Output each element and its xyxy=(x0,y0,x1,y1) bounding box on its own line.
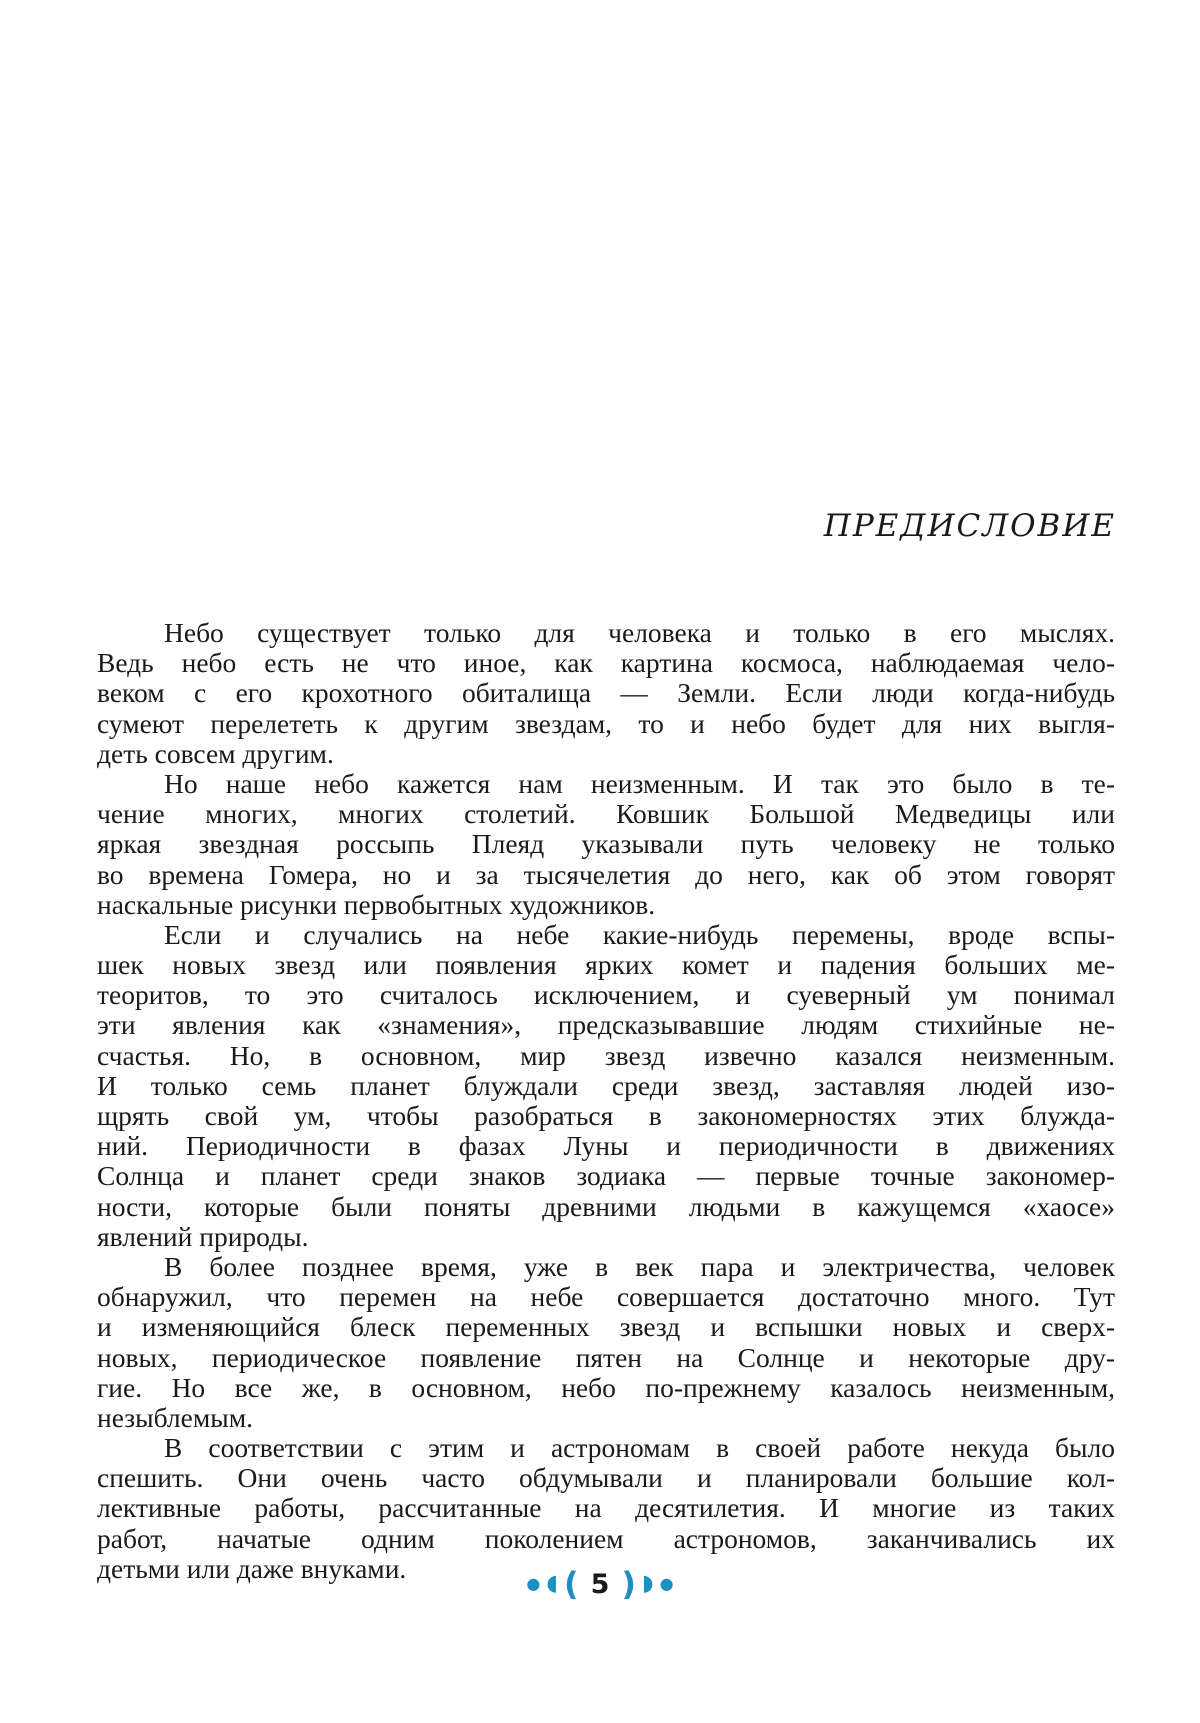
text-line: ний. Периодичности в фазах Луны и периодичности в движениях xyxy=(97,1130,1115,1162)
body-text xyxy=(97,618,1115,1584)
text-line: детьми или даже внуками. xyxy=(97,1552,407,1584)
paragraph xyxy=(97,920,1115,1252)
paragraph xyxy=(97,1252,1115,1433)
text-line: Солнца и планет среди знаков зодиака — первые точные закономер- xyxy=(97,1160,1115,1192)
text-line: шек новых звезд или появления ярких комет и падения больших ме- xyxy=(97,949,1115,981)
text-line: лективные работы, рассчитанные на десятилетия. И многие из таких xyxy=(97,1492,1115,1524)
page-footer xyxy=(0,1565,1200,1603)
text-line: В более позднее время, уже в век пара и электричества, человек xyxy=(164,1250,1115,1282)
crescent-ornament-icon: ◖ xyxy=(546,1571,558,1596)
text-line: Если и случались на небе какие-нибудь перемены, вроде вспы- xyxy=(164,918,1115,950)
dot-ornament-icon: ● xyxy=(526,1574,541,1593)
text-line: деть совсем другим. xyxy=(97,737,334,769)
text-line: и изменяющийся блеск переменных звезд и вспышки новых и сверх- xyxy=(97,1311,1115,1343)
text-line: яркая звездная россыпь Плеяд указывали путь человеку не только xyxy=(97,828,1115,860)
paragraph xyxy=(97,618,1115,769)
left-paren-ornament-icon: ( xyxy=(563,1565,579,1603)
text-line: Ведь небо есть не что иное, как картина космоса, наблюдаемая чело- xyxy=(97,647,1115,679)
text-line: сумеют перелететь к другим звездам, то и небо будет для них выгля- xyxy=(97,707,1115,739)
text-line: щрять свой ум, чтобы разобраться в закономерностях этих блужда- xyxy=(97,1100,1115,1131)
text-line: В соответствии с этим и астрономам в своей работе некуда было xyxy=(164,1432,1115,1464)
text-line: Но наше небо кажется нам неизменным. И так это было в те- xyxy=(164,767,1115,799)
text-line: Небо существует только для человека и только в его мыслях. xyxy=(164,617,1115,648)
text-line: веком с его крохотного обиталища — Земли. Если люди когда-нибудь xyxy=(97,677,1115,709)
page-number: 5 xyxy=(590,1568,610,1600)
text-line: эти явления как «знамения», предсказывавшие людям стихийные не- xyxy=(97,1009,1115,1041)
text-line: гие. Но все же, в основном, небо по-прежнему казалось неизменным, xyxy=(97,1371,1115,1403)
right-paren-ornament-icon: ) xyxy=(621,1565,637,1603)
text-line: обнаружил, что перемен на небе совершается достаточно много. Тут xyxy=(97,1281,1115,1313)
text-line: новых, периодическое появление пятен на Солнце и некоторые дру- xyxy=(97,1341,1115,1373)
text-line: ности, которые были поняты древними людьми в кажущемся «хаосе» xyxy=(97,1190,1115,1222)
crescent-ornament-icon: ◗ xyxy=(642,1571,654,1596)
paragraph xyxy=(97,1433,1115,1584)
text-line: чение многих, многих столетий. Ковшик Большой Медведицы или xyxy=(97,798,1115,830)
text-line: И только семь планет блуждали среди звезд, заставляя людей изо- xyxy=(97,1069,1115,1101)
text-line: незыблемым. xyxy=(97,1401,253,1433)
text-line: счастья. Но, в основном, мир звезд извечно казался неизменным. xyxy=(97,1039,1115,1071)
text-line: теоритов, то это считалось исключением, и суеверный ум понимал xyxy=(97,979,1115,1011)
text-line: явлений природы. xyxy=(97,1220,309,1252)
text-line: во времена Гомера, но и за тысячелетия до него, как об этом говорят xyxy=(97,858,1115,890)
paragraph xyxy=(97,769,1115,920)
text-line: работ, начатые одним поколением астрономов, заканчивались их xyxy=(97,1522,1115,1554)
dot-ornament-icon: ● xyxy=(659,1574,674,1593)
chapter-heading: ПРЕДИСЛОВИЕ xyxy=(823,508,1116,544)
text-line: спешить. Они очень часто обдумывали и планировали большие кол- xyxy=(97,1462,1115,1494)
text-line: наскальные рисунки первобытных художников. xyxy=(97,888,656,920)
